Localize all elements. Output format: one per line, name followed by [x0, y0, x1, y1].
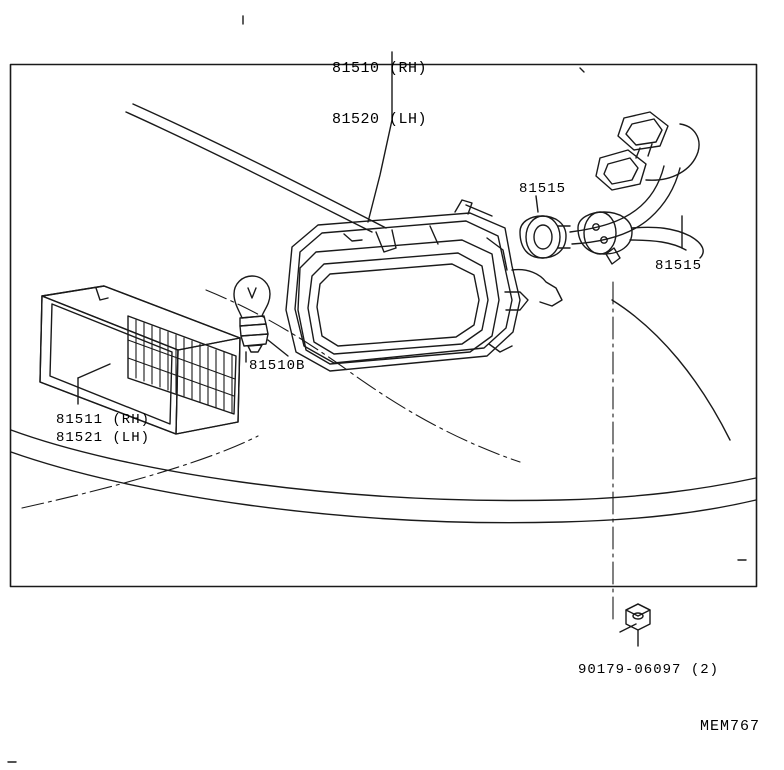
label-81511-rh: 81511 (RH): [56, 412, 151, 428]
nut-top-face: [626, 604, 650, 616]
label-81515-top: 81515: [519, 181, 567, 197]
bulb-base-bottom: [241, 334, 268, 346]
body-edge-right: [612, 300, 730, 440]
socket-81515-leader: [536, 196, 538, 212]
label-81510b: 81510B: [249, 358, 306, 374]
harness-connector-a-inner: [626, 119, 662, 145]
body-lower-sweep-2: [11, 452, 756, 523]
label-81515-right: 81515: [655, 258, 703, 274]
bulb-filament: [248, 288, 256, 298]
marker-lamp-corner-detail: [96, 288, 108, 300]
harness-connector-b: [596, 150, 646, 190]
lamp-lens-inner-2: [317, 264, 479, 346]
harness-loop: [646, 124, 699, 180]
housing-back-detail: [505, 292, 528, 310]
harness-socket-face: [584, 212, 616, 254]
title-line-rh: 81510 (RH): [332, 60, 428, 77]
diagram-title: [332, 26, 427, 162]
marker-lamp-leader: [78, 364, 110, 378]
housing-top-detail-3: [430, 226, 438, 244]
label-81521-lh: 81521 (LH): [56, 430, 151, 446]
marker-lens-ribs: [128, 320, 235, 413]
socket-81515-body: [520, 216, 566, 258]
harness-connector-b-inner: [604, 158, 638, 184]
socket-81515-inner: [534, 225, 552, 249]
harness-wire-main: [570, 166, 664, 232]
socket-81515-flange: [526, 216, 560, 258]
marker-lamp-top-face: [42, 286, 240, 350]
harness-wire-a-b: [636, 144, 652, 158]
harness-tail-2: [630, 240, 686, 250]
bulb-tip: [248, 345, 262, 352]
label-90179-06097: 90179-06097 (2): [578, 662, 720, 678]
sheet-code: MEM767: [700, 718, 761, 735]
bulb-leader: [268, 340, 288, 356]
marker-lamp-bezel: [50, 304, 172, 424]
tick-top-right: [580, 68, 584, 72]
centerline-diagonal: [206, 290, 520, 462]
title-line-lh: 81520 (LH): [332, 111, 428, 128]
housing-top-detail-2: [376, 230, 396, 252]
housing-top-detail-1: [344, 234, 362, 241]
